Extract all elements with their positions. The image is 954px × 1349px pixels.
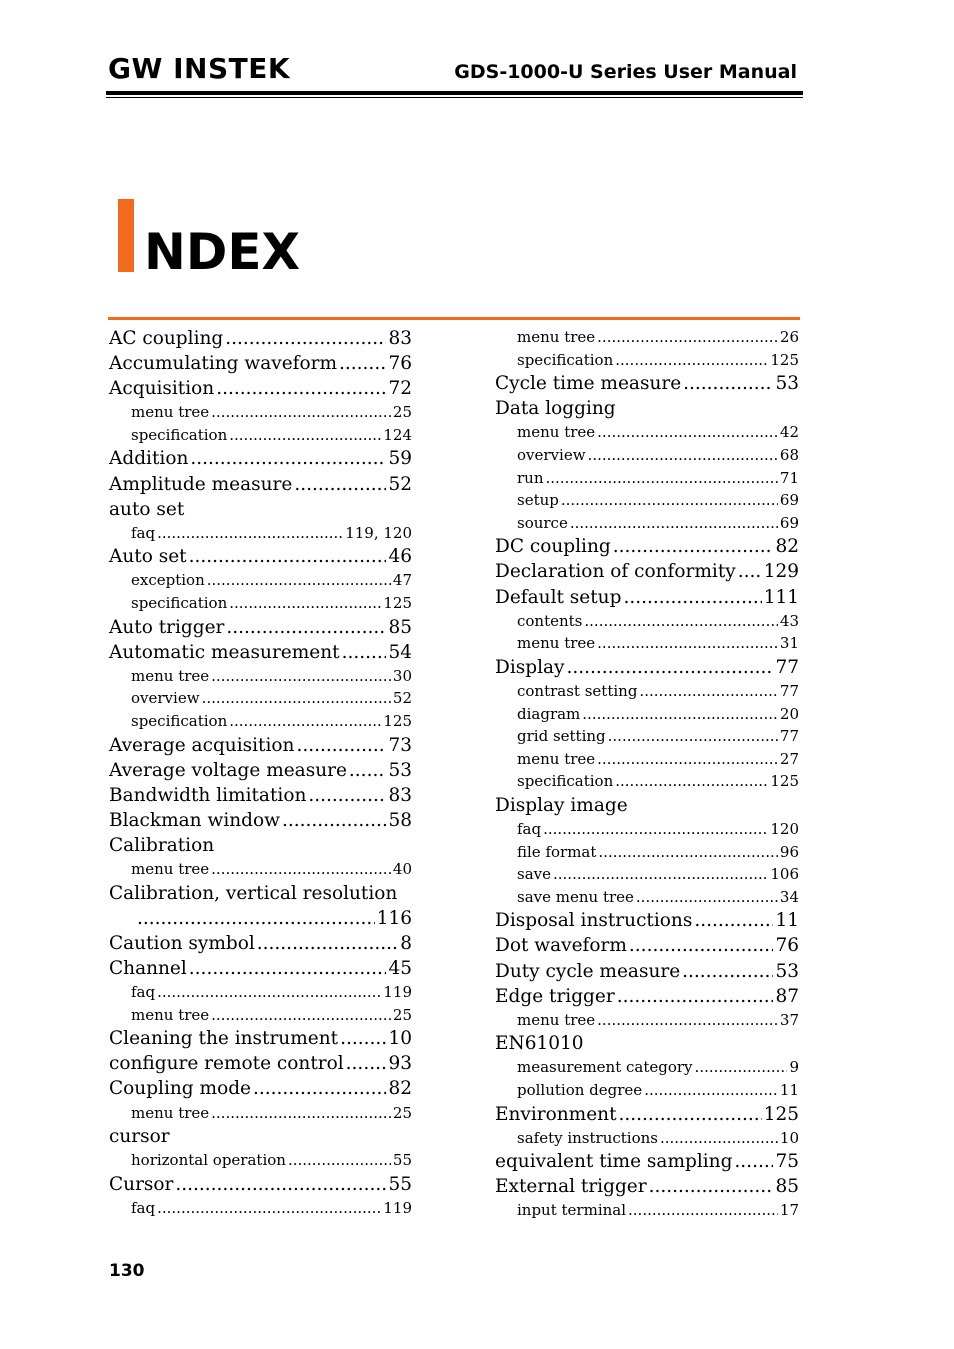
index-term: Channel xyxy=(109,957,187,979)
index-subentry xyxy=(495,1056,799,1079)
manual-title: GDS-1000-U Series User Manual xyxy=(454,61,797,83)
index-page-ref: 47 xyxy=(392,571,412,590)
index-column-right xyxy=(495,326,799,1222)
index-term: Display xyxy=(495,656,565,678)
index-subentry xyxy=(495,512,799,535)
brand-logo: GW INSTEK xyxy=(108,52,291,85)
dot-leader xyxy=(582,703,778,726)
index-page-ref: 125 xyxy=(770,772,799,791)
index-term: source xyxy=(517,513,568,532)
index-term: grid setting xyxy=(517,727,606,746)
index-page-ref: 83 xyxy=(388,784,412,806)
index-entry xyxy=(109,1172,412,1197)
index-term: Cycle time measure xyxy=(495,373,682,395)
index-term: Auto trigger xyxy=(109,616,225,638)
index-page-ref: 68 xyxy=(779,445,799,464)
dot-leader xyxy=(649,1174,774,1199)
index-term: Addition xyxy=(109,448,189,470)
index-page-ref: 85 xyxy=(775,1176,799,1198)
dot-leader xyxy=(211,665,391,688)
index-page-ref: 87 xyxy=(775,985,799,1007)
index-term: specification xyxy=(131,712,228,730)
dot-leader xyxy=(282,808,386,833)
dot-leader xyxy=(597,748,778,771)
index-page-ref: 76 xyxy=(388,353,412,375)
dot-leader xyxy=(628,1199,778,1222)
index-entry xyxy=(109,376,412,401)
index-subentry xyxy=(495,1127,799,1150)
index-subentry xyxy=(109,424,412,447)
dot-leader xyxy=(346,1051,387,1076)
dot-leader xyxy=(339,351,386,376)
index-entry xyxy=(495,959,799,984)
index-page-ref: 43 xyxy=(779,611,799,630)
index-entry xyxy=(495,534,799,559)
dot-leader xyxy=(308,783,386,808)
dot-leader xyxy=(294,472,386,497)
dot-leader xyxy=(636,886,778,909)
index-term: Duty cycle measure xyxy=(495,960,681,982)
index-term: Coupling mode xyxy=(109,1078,251,1100)
index-subentry xyxy=(495,748,799,771)
dot-leader xyxy=(342,640,387,665)
index-page-ref: 10 xyxy=(779,1128,799,1147)
index-term: diagram xyxy=(517,704,581,723)
index-term: menu tree xyxy=(131,403,210,422)
index-page-ref: 27 xyxy=(779,749,799,768)
index-term: Accumulating waveform xyxy=(109,353,338,375)
index-entry xyxy=(109,758,412,783)
index-entry xyxy=(495,933,799,958)
index-term: Disposal instructions xyxy=(495,910,693,932)
dot-leader xyxy=(683,371,773,396)
index-entry xyxy=(109,808,412,833)
index-term: menu tree xyxy=(517,328,596,346)
dot-leader xyxy=(211,401,391,424)
index-page-ref: 77 xyxy=(779,727,799,746)
dot-leader xyxy=(253,1076,386,1101)
index-subentry xyxy=(495,886,799,909)
index-term: Auto set xyxy=(109,546,187,568)
index-page-ref: 53 xyxy=(388,759,412,781)
index-term: specification xyxy=(517,350,614,369)
index-term: faq xyxy=(131,1198,156,1217)
index-term: save menu tree xyxy=(517,887,634,906)
index-term: Average voltage measure xyxy=(109,759,347,781)
index-subentry xyxy=(109,687,412,710)
index-heading: Calibration, vertical resolution xyxy=(109,882,398,904)
index-page-ref: 30 xyxy=(392,666,412,685)
index-page-ref: 93 xyxy=(388,1053,412,1075)
dot-leader xyxy=(349,758,387,783)
dot-leader xyxy=(229,710,381,733)
index-entry xyxy=(109,472,412,497)
dot-leader xyxy=(615,770,768,793)
index-term: Declaration of conformity xyxy=(495,561,736,583)
index-term: horizontal operation xyxy=(131,1151,286,1170)
index-subentry xyxy=(495,326,799,349)
index-initial-bar xyxy=(118,199,134,272)
index-subentry xyxy=(495,610,799,633)
index-entry xyxy=(109,1051,412,1076)
index-entry xyxy=(109,615,412,640)
index-subentry xyxy=(495,841,799,864)
index-term: Average acquisition xyxy=(109,734,295,756)
index-page-ref: 53 xyxy=(775,373,799,395)
index-term: menu tree xyxy=(517,634,596,653)
index-entry xyxy=(495,984,799,1009)
dot-leader xyxy=(608,725,778,748)
index-entry xyxy=(495,908,799,933)
dot-leader xyxy=(694,908,773,933)
index-page-ref: 45 xyxy=(388,957,412,979)
index-subentry xyxy=(495,444,799,467)
index-page-ref: 76 xyxy=(775,935,799,957)
index-page-ref: 125 xyxy=(763,1103,799,1125)
index-page-ref: 52 xyxy=(392,689,412,708)
index-page-ref: 96 xyxy=(779,842,799,861)
index-term: Amplitude measure xyxy=(109,473,293,495)
index-page-ref: 129 xyxy=(763,561,799,583)
dot-leader xyxy=(546,467,778,490)
dot-leader xyxy=(229,424,381,447)
index-page-ref: 120 xyxy=(770,819,799,838)
dot-leader xyxy=(660,1127,778,1150)
dot-leader xyxy=(682,959,773,984)
index-subentry xyxy=(109,1149,412,1172)
header-rule-thick xyxy=(106,91,803,95)
index-term: run xyxy=(517,468,544,487)
dot-leader xyxy=(202,687,391,710)
index-page-ref: 77 xyxy=(779,681,799,700)
dot-leader xyxy=(553,863,768,886)
dot-leader xyxy=(597,326,778,349)
index-entry xyxy=(495,371,799,396)
index-term: overview xyxy=(517,445,586,464)
index-page-ref: 8 xyxy=(400,932,412,954)
index-term: Default setup xyxy=(495,586,622,608)
dot-leader xyxy=(157,1197,381,1220)
index-term: AC coupling xyxy=(109,328,224,349)
index-page-ref: 55 xyxy=(388,1173,412,1195)
index-page-ref: 69 xyxy=(779,491,799,510)
dot-leader xyxy=(734,1149,773,1174)
index-subentry xyxy=(109,858,412,881)
index-page-ref: 52 xyxy=(388,473,412,495)
index-subentry xyxy=(495,725,799,748)
index-entry xyxy=(109,326,412,351)
index-term: specification xyxy=(131,425,228,444)
index-page-ref: 54 xyxy=(388,641,412,663)
index-term: Edge trigger xyxy=(495,985,615,1007)
index-term: input terminal xyxy=(517,1201,627,1220)
index-term: Automatic measurement xyxy=(109,641,340,663)
index-subentry xyxy=(495,349,799,372)
dot-leader xyxy=(340,1026,386,1051)
index-term: menu tree xyxy=(517,1010,596,1029)
index-page-ref: 125 xyxy=(383,594,412,613)
index-term: Cleaning the instrument xyxy=(109,1028,339,1050)
index-page-ref: 125 xyxy=(383,712,412,730)
index-subentry xyxy=(109,401,412,424)
index-term: menu tree xyxy=(517,749,596,768)
index-entry xyxy=(495,559,799,584)
index-column-left xyxy=(109,326,412,1219)
index-subentry xyxy=(109,710,412,733)
dot-leader xyxy=(211,858,391,881)
index-term: exception xyxy=(131,571,205,590)
index-heading: cursor xyxy=(109,1126,170,1148)
index-page-ref: 82 xyxy=(388,1078,412,1100)
index-page-ref: 11 xyxy=(775,910,799,932)
dot-leader xyxy=(597,632,778,655)
index-subentry xyxy=(495,1199,799,1222)
dot-leader xyxy=(597,421,778,444)
index-page-ref: 40 xyxy=(392,860,412,879)
index-term: Acquisition xyxy=(109,378,215,400)
index-page-ref: 25 xyxy=(392,1103,412,1122)
index-entry xyxy=(109,640,412,665)
dot-leader xyxy=(566,655,773,680)
dot-leader xyxy=(598,841,778,864)
index-entry xyxy=(109,446,412,471)
dot-leader xyxy=(623,585,761,610)
dot-leader xyxy=(137,906,375,931)
index-page-ref: 11 xyxy=(779,1081,799,1099)
index-term: menu tree xyxy=(517,423,596,442)
index-entry xyxy=(109,1026,412,1051)
index-page-ref: 26 xyxy=(779,328,799,346)
index-subentry xyxy=(109,1102,412,1125)
index-page-ref: 58 xyxy=(388,809,412,831)
index-term: setup xyxy=(517,491,559,510)
index-heading: Display image xyxy=(495,794,628,816)
index-page-ref: 116 xyxy=(376,907,412,929)
index-subentry xyxy=(109,1004,412,1027)
index-term: External trigger xyxy=(495,1176,647,1198)
index-page-ref: 25 xyxy=(392,1005,412,1024)
index-term: faq xyxy=(517,819,542,838)
index-subentry xyxy=(495,421,799,444)
index-entry xyxy=(109,783,412,808)
index-page-ref: 31 xyxy=(779,634,799,653)
dot-leader xyxy=(211,1004,391,1027)
index-page-ref: 75 xyxy=(775,1151,799,1173)
index-subentry xyxy=(109,522,412,545)
index-page-ref: 9 xyxy=(789,1058,799,1077)
index-page-ref: 73 xyxy=(388,734,412,756)
index-subentry xyxy=(109,592,412,615)
index-term: menu tree xyxy=(131,1103,210,1122)
dot-leader xyxy=(257,931,398,956)
index-term: DC coupling xyxy=(495,536,611,558)
dot-leader xyxy=(561,489,778,512)
dot-leader xyxy=(619,1102,762,1127)
index-page-ref: 46 xyxy=(388,546,412,568)
index-page-ref: 72 xyxy=(388,378,412,400)
index-page-ref: 83 xyxy=(388,328,412,349)
index-page-ref: 34 xyxy=(779,887,799,906)
dot-leader xyxy=(644,1079,778,1102)
index-term: Dot waveform xyxy=(495,935,627,957)
index-subentry xyxy=(495,489,799,512)
dot-leader xyxy=(639,680,777,703)
dot-leader xyxy=(296,733,386,758)
index-entry xyxy=(495,1102,799,1127)
index-page-ref: 119 xyxy=(383,1198,412,1217)
index-heading: EN61010 xyxy=(495,1033,584,1055)
index-term: Environment xyxy=(495,1103,617,1125)
index-page-ref: 125 xyxy=(770,350,799,369)
index-term: menu tree xyxy=(131,860,210,879)
dot-leader xyxy=(211,1102,391,1125)
index-entry xyxy=(495,655,799,680)
index-entry xyxy=(109,956,412,981)
index-page-ref: 111 xyxy=(763,586,799,608)
index-heading: auto set xyxy=(109,498,185,520)
index-term: pollution degree xyxy=(517,1081,643,1099)
index-term: measurement category xyxy=(517,1058,693,1077)
index-page-ref: 82 xyxy=(775,536,799,558)
dot-leader xyxy=(588,444,778,467)
index-page-ref: 55 xyxy=(392,1151,412,1170)
dot-leader xyxy=(615,349,768,372)
dot-leader xyxy=(629,933,774,958)
index-page-ref: 106 xyxy=(770,865,799,884)
index-term: file format xyxy=(517,842,597,861)
index-subentry xyxy=(495,467,799,490)
dot-leader xyxy=(226,615,386,640)
page-number: 130 xyxy=(109,1261,145,1281)
dot-leader xyxy=(613,534,774,559)
index-term: equivalent time sampling xyxy=(495,1151,733,1173)
index-page-ref: 71 xyxy=(779,468,799,487)
index-term: Bandwidth limitation xyxy=(109,784,307,806)
index-subentry xyxy=(109,1197,412,1220)
dot-leader xyxy=(175,1172,386,1197)
index-term: specification xyxy=(131,594,228,613)
index-term: save xyxy=(517,865,551,884)
dot-leader xyxy=(695,1056,788,1079)
index-subentry xyxy=(109,665,412,688)
index-page-ref: 53 xyxy=(775,960,799,982)
index-page-ref: 69 xyxy=(779,513,799,532)
index-term: Cursor xyxy=(109,1173,174,1195)
index-subentry xyxy=(495,632,799,655)
index-page-ref: 77 xyxy=(775,656,799,678)
index-term: specification xyxy=(517,772,614,791)
index-term: overview xyxy=(131,689,200,708)
dot-leader xyxy=(738,559,762,584)
index-entry xyxy=(109,1076,412,1101)
dot-leader xyxy=(229,592,381,615)
dot-leader xyxy=(584,610,778,633)
dot-leader xyxy=(225,326,386,351)
index-entry xyxy=(109,544,412,569)
index-entry xyxy=(109,906,412,931)
dot-leader xyxy=(190,446,386,471)
index-title-rule xyxy=(108,317,800,320)
index-subentry xyxy=(495,703,799,726)
index-page-ref: 85 xyxy=(388,616,412,638)
index-heading: Data logging xyxy=(495,398,616,420)
index-term: menu tree xyxy=(131,1005,210,1024)
dot-leader xyxy=(157,981,381,1004)
index-term: contents xyxy=(517,611,583,630)
index-entry xyxy=(109,931,412,956)
index-term: faq xyxy=(131,523,156,542)
index-page-ref: 20 xyxy=(779,704,799,723)
dot-leader xyxy=(617,984,774,1009)
index-subentry xyxy=(495,1009,799,1032)
index-term: Caution symbol xyxy=(109,932,255,954)
index-page-ref: 17 xyxy=(779,1201,799,1220)
index-subentry xyxy=(495,1079,799,1102)
index-page-ref: 119 xyxy=(383,983,412,1002)
dot-leader xyxy=(288,1149,391,1172)
index-term: Blackman window xyxy=(109,809,280,831)
index-entry xyxy=(495,1174,799,1199)
index-page-ref: 37 xyxy=(779,1010,799,1029)
index-subentry xyxy=(495,863,799,886)
index-page-ref: 119, 120 xyxy=(345,523,412,542)
index-page-ref: 10 xyxy=(388,1028,412,1050)
index-subentry xyxy=(495,818,799,841)
dot-leader xyxy=(216,376,386,401)
index-subentry xyxy=(495,680,799,703)
dot-leader xyxy=(543,818,768,841)
index-subentry xyxy=(109,569,412,592)
index-entry xyxy=(495,585,799,610)
index-term: menu tree xyxy=(131,666,210,685)
index-term: faq xyxy=(131,983,156,1002)
index-page-ref: 25 xyxy=(392,403,412,422)
index-title: NDEX xyxy=(144,223,301,281)
dot-leader xyxy=(189,956,387,981)
dot-leader xyxy=(570,512,778,535)
index-page-ref: 124 xyxy=(383,425,412,444)
index-term: configure remote control xyxy=(109,1053,344,1075)
index-heading: Calibration xyxy=(109,834,215,856)
dot-leader xyxy=(157,522,343,545)
index-entry xyxy=(495,1149,799,1174)
dot-leader xyxy=(207,569,391,592)
index-subentry xyxy=(109,981,412,1004)
index-subentry xyxy=(495,770,799,793)
index-term: contrast setting xyxy=(517,681,638,700)
index-entry xyxy=(109,733,412,758)
index-page-ref: 42 xyxy=(779,423,799,442)
index-term: safety instructions xyxy=(517,1128,658,1147)
dot-leader xyxy=(189,544,387,569)
index-page-ref: 59 xyxy=(388,448,412,470)
header-rule-thin xyxy=(106,97,803,98)
index-entry xyxy=(109,351,412,376)
dot-leader xyxy=(597,1009,778,1032)
